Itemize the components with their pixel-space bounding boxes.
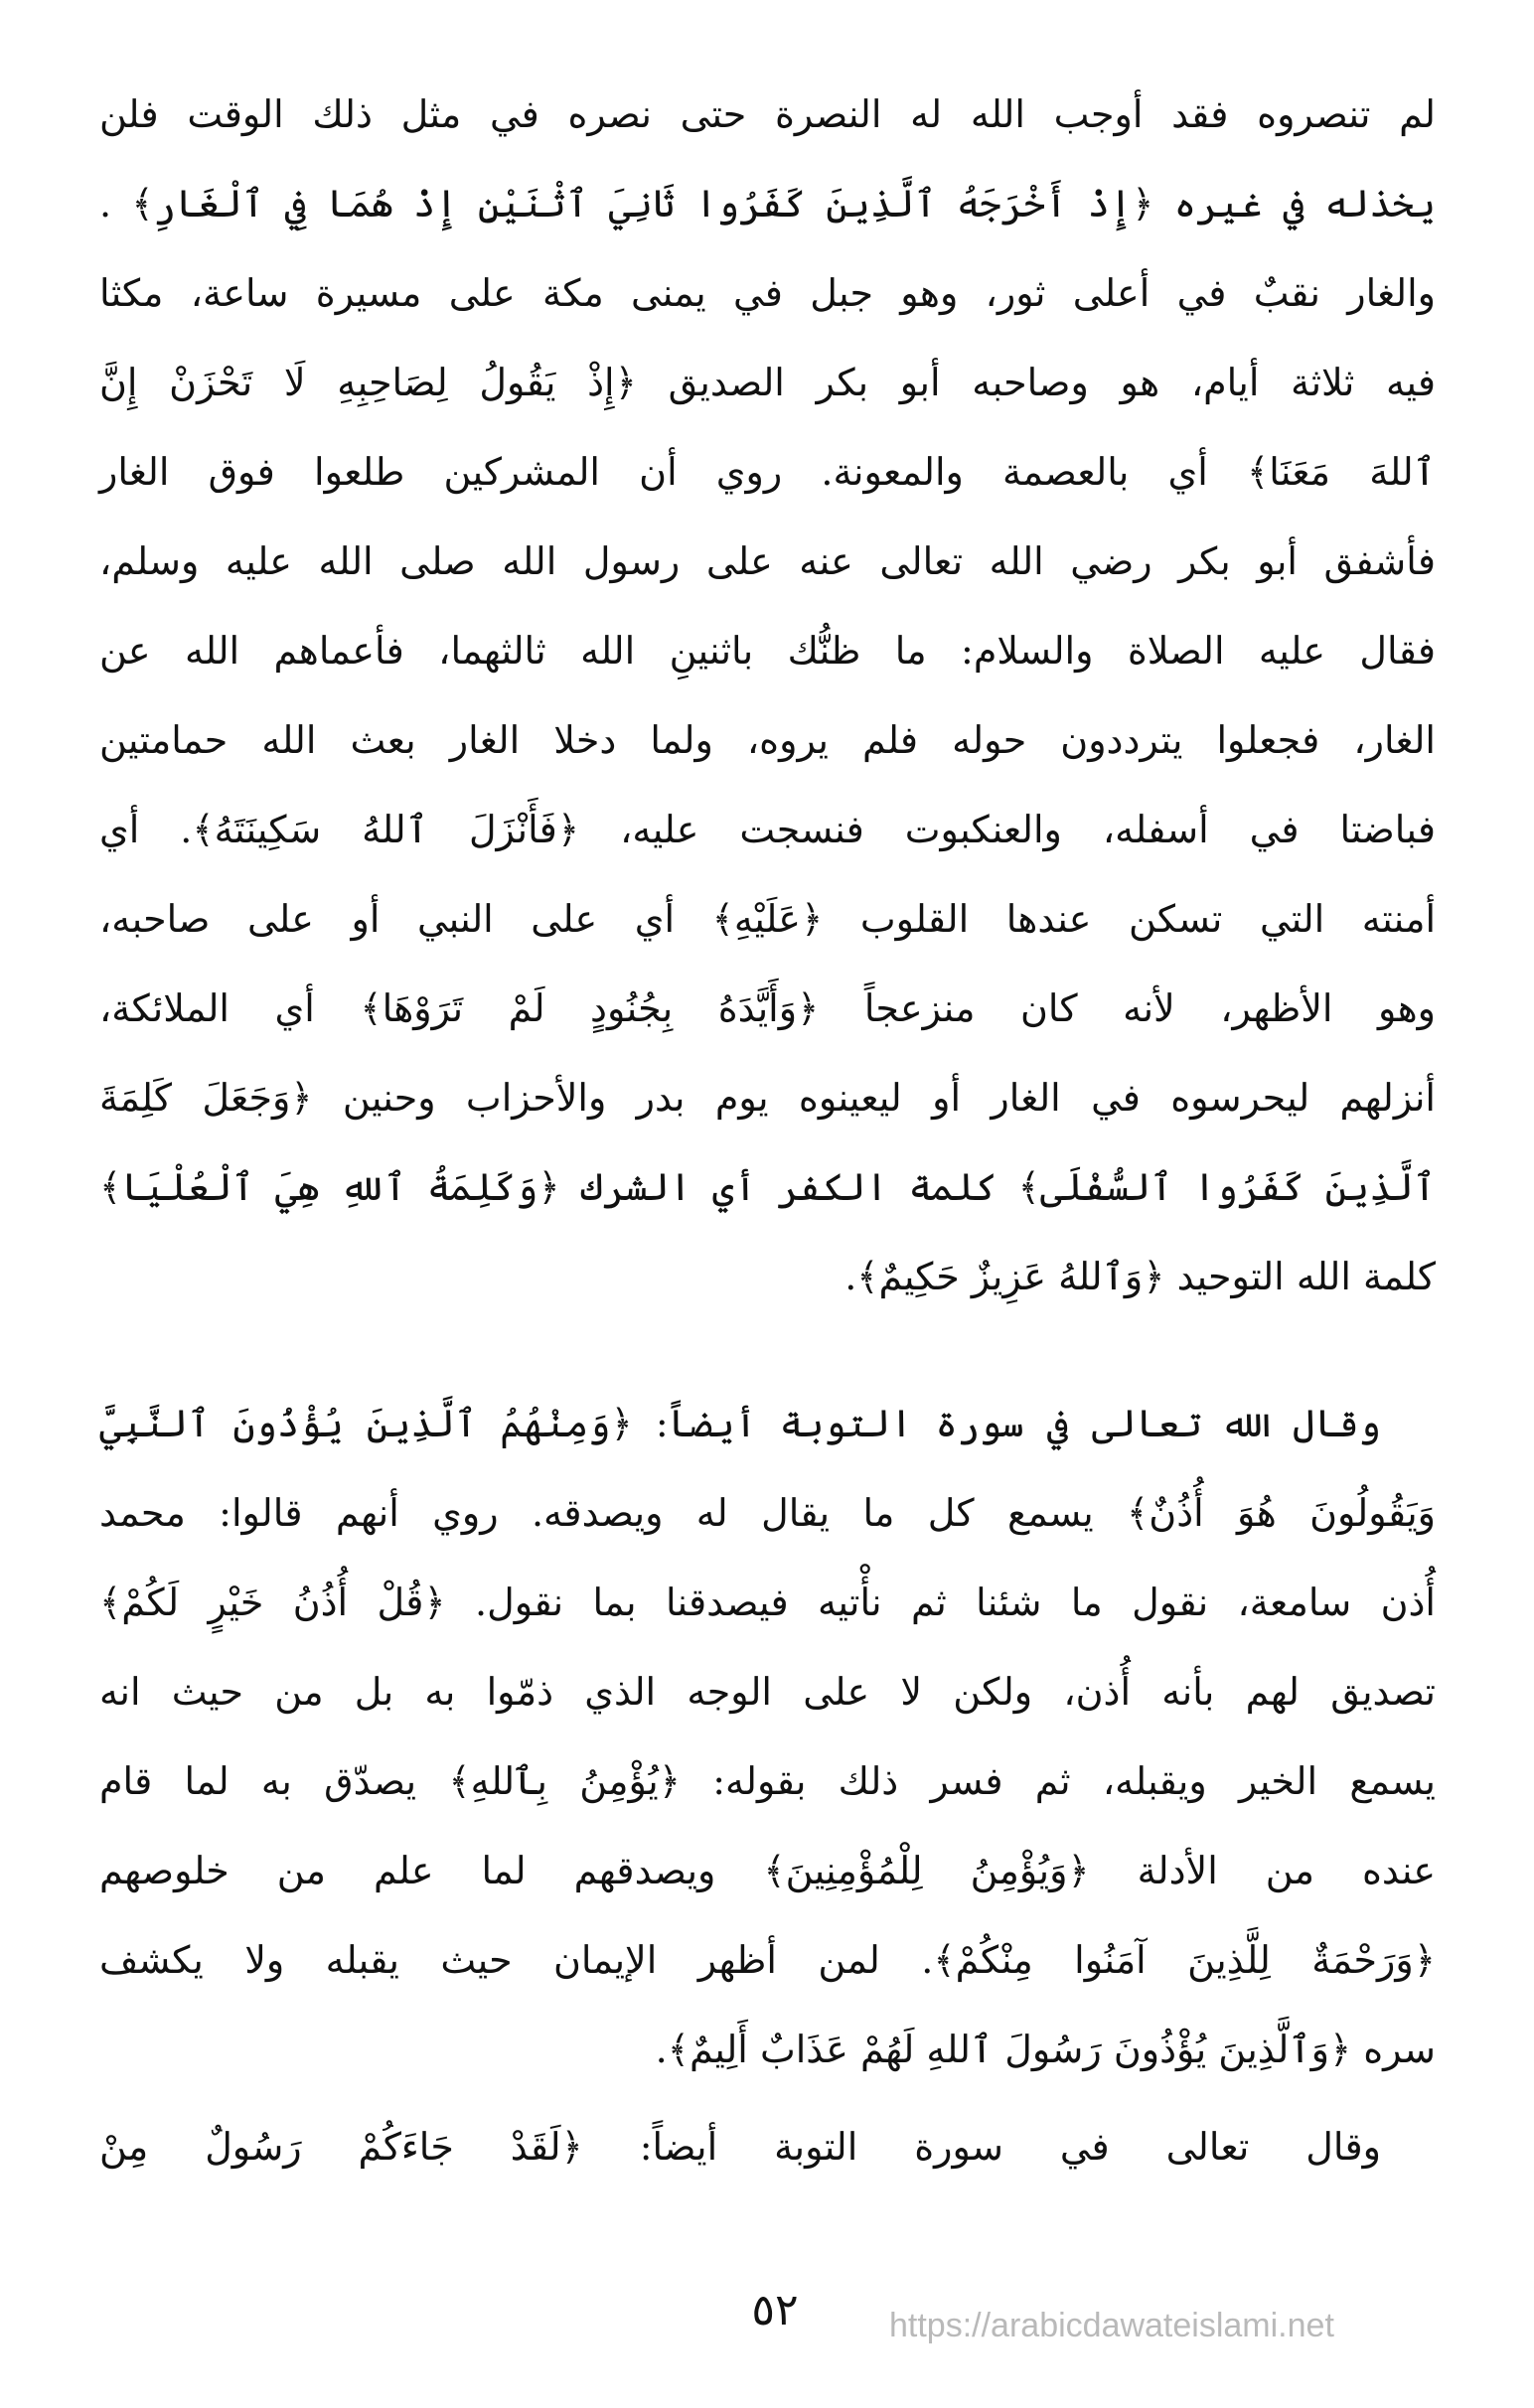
paragraph-1 — [99, 70, 1436, 1321]
text-line: لم تنصروه فقد أوجب الله له النصرة حتى نصره في مثل ذلك الوقت فلن — [99, 92, 1436, 136]
text-line: تصديق لهم بأنه أُذن، ولكن لا على الوجه الذي ذمّوا به بل من حيث انه — [99, 1670, 1436, 1714]
text-line: كلمة الله التوحيد ﴿وَٱللهُ عَزِيزٌ حَكِيمٌ﴾. — [844, 1255, 1436, 1298]
watermark-url: https://arabicdawateislami.net — [889, 2307, 1334, 2344]
text-line: والغار نقبٌ في أعلى ثور، وهو جبل في يمنى مكة على مسيرة ساعة، مكثا — [99, 271, 1436, 315]
text-line: يخذله في غيره ﴿إِذْ أَخْرَجَهُ ٱلَّذِينَ كَفَرُوا ثَانِيَ ٱثْنَيْنِ إِذْ هُمَا فِي ٱلْغَارِ﴾ . — [99, 182, 1436, 226]
text-line: فباضتا في أسفله، والعنكبوت فنسجت عليه، ﴿فَأَنْزَلَ ٱللهُ سَكِينَتَهُ﴾. أي — [99, 808, 1436, 851]
text-line: وَيَقُولُونَ هُوَ أُذُنٌ﴾ يسمع كل ما يقال له ويصدقه. روي أنهم قالوا: محمد — [99, 1491, 1436, 1535]
text-line: الغار، فجعلوا يترددون حوله فلم يروه، ولما دخلا الغار بعث الله حمامتين — [99, 718, 1436, 762]
text-line: وهو الأظهر، لأنه كان منزعجاً ﴿وَأَيَّدَهُ بِجُنُودٍ لَمْ تَرَوْهَا﴾ أي الملائكة، — [99, 986, 1436, 1030]
text-line: ﴿وَرَحْمَةٌ لِلَّذِينَ آمَنُوا مِنْكُمْ﴾. لمن أظهر الإيمان حيث يقبله ولا يكشف — [99, 1938, 1436, 1982]
text-line: أنزلهم ليحرسوه في الغار أو ليعينوه يوم بدر والأحزاب وحنين ﴿وَجَعَلَ كَلِمَةَ — [99, 1076, 1436, 1120]
text-line: ٱللهَ مَعَنَا﴾ أي بالعصمة والمعونة. روي أن المشركين طلعوا فوق الغار — [99, 450, 1436, 494]
text-line: عنده من الأدلة ﴿وَيُؤْمِنُ لِلْمُؤْمِنِينَ﴾ ويصدقهم لما علم من خلوصهم — [99, 1849, 1436, 1892]
paragraph-2 — [99, 1379, 1436, 2094]
paragraph-gap — [99, 1321, 1436, 1379]
text-line: وقال الله تعالى في سورة التوبة أيضاً: ﴿وَمِنْهُمُ ٱلَّذِينَ يُؤْذُونَ ٱلنَّبِيَّ — [99, 1402, 1381, 1445]
text-line: ٱلَّذِينَ كَفَرُوا ٱلسُّفْلَى﴾ كلمة الكفر أي الشرك ﴿وَكَلِمَةُ ٱللهِ هِيَ ٱلْعُلْيَا﴾ — [99, 1165, 1436, 1209]
text-line: سره ﴿وَٱلَّذِينَ يُؤْذُونَ رَسُولَ ٱللهِ لَهُمْ عَذَابٌ أَلِيمٌ﴾. — [655, 2028, 1436, 2071]
page-body — [99, 70, 1436, 2191]
paragraph-gap — [99, 2094, 1436, 2102]
text-line: أُذن سامعة، نقول ما شئنا ثم نأْتيه فيصدقنا بما نقول. ﴿قُلْ أُذُنُ خَيْرٍ لَكُمْ﴾ — [99, 1580, 1436, 1624]
page-number: ٥٢ — [751, 2285, 799, 2335]
text-line: فيه ثلاثة أيام، هو وصاحبه أبو بكر الصديق ﴿إِذْ يَقُولُ لِصَاحِبِهِ لَا تَحْزَنْ إِنَّ — [99, 361, 1436, 404]
paragraph-3 — [99, 2102, 1436, 2191]
text-line: يسمع الخير ويقبله، ثم فسر ذلك بقوله: ﴿يُؤْمِنُ بِٱللهِ﴾ يصدّق به لما قام — [99, 1759, 1436, 1803]
text-line: وقال تعالى في سورة التوبة أيضاً: ﴿لَقَدْ جَاءَكُمْ رَسُولٌ مِنْ — [99, 2125, 1381, 2169]
text-line: أمنته التي تسكن عندها القلوب ﴿عَلَيْهِ﴾ أي على النبي أو على صاحبه، — [99, 897, 1436, 941]
text-line: فأشفق أبو بكر رضي الله تعالى عنه على رسول الله صلى الله عليه وسلم، — [99, 539, 1436, 583]
text-line: فقال عليه الصلاة والسلام: ما ظنُّك باثنينِ الله ثالثهما، فأعماهم الله عن — [99, 629, 1436, 673]
